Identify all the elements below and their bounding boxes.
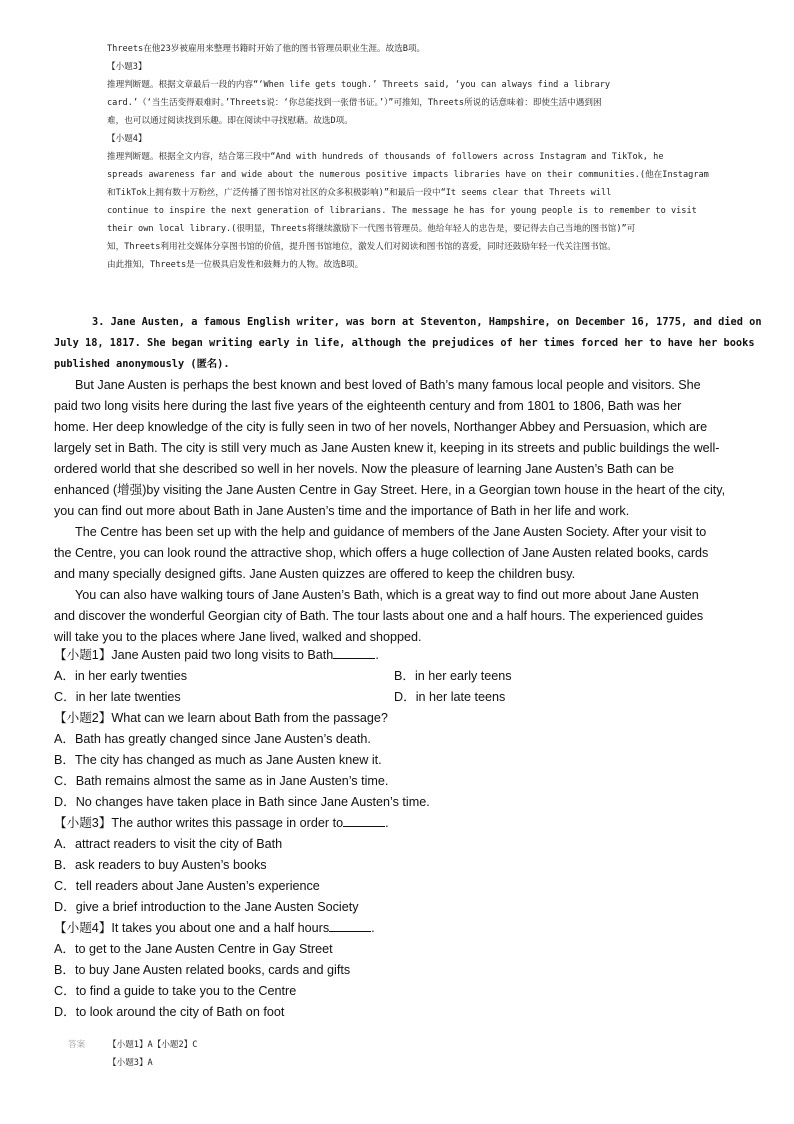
answer-line: 【小题3】A (108, 1058, 153, 1068)
explanation-line: continue to inspire the next generation of librarians. The message he has for young people is to remember to visit (107, 206, 697, 216)
question-text: 【小题4】It takes you about one and a half hours (54, 921, 330, 935)
paragraph-line: largely set in Bath. The city is still very much as Jane Austen knew it, keeping in its streets and public buildings the well- (54, 441, 720, 455)
intro-line: published anonymously (匿名). (54, 358, 230, 370)
option-c[interactable]: C．in her late twenties (54, 690, 181, 704)
answer-blank (333, 645, 375, 659)
paragraph-line: You can also have walking tours of Jane Austen’s Bath, which is a great way to find out more about Jane Austen (75, 588, 699, 602)
paragraph-line: and discover the wonderful Georgian city of Bath. The tour lasts about one and a half hours. The experienced guides (54, 609, 704, 623)
explanation-line: 【小题3】 (107, 62, 147, 72)
intro-line: 3. Jane Austen, a famous English writer, was born at Steventon, Hampshire, on December 16, 1775, and died on (92, 316, 762, 328)
option-c[interactable]: C．tell readers about Jane Austen’s experience (54, 879, 320, 893)
option-b[interactable]: B．in her early teens (394, 669, 512, 683)
option-a[interactable]: A．attract readers to visit the city of Bath (54, 837, 283, 851)
question-text: 【小题3】The author writes this passage in order to (54, 816, 344, 830)
answer-blank (343, 813, 385, 827)
paragraph-line: and many specially designed gifts. Jane Austen quizzes are offered to keep the children busy. (54, 567, 576, 581)
paragraph-line: enhanced (增强)by visiting the Jane Austen Centre in Gay Street. Here, in a Georgian town house in the heart of the city, (54, 483, 726, 497)
paragraph-line: the Centre, you can look round the attractive shop, which offers a huge collection of Jane Austen related books, cards (54, 546, 709, 560)
option-a[interactable]: A．in her early twenties (54, 669, 187, 683)
explanation-line: 推理判断题。根据全文内容，结合第三段中“And with hundreds of thousands of followers across Instagram and TikTok, he (107, 152, 664, 162)
option-b[interactable]: B．The city has changed as much as Jane Austen knew it. (54, 753, 382, 767)
option-d[interactable]: D．in her late teens (394, 690, 506, 704)
answer-section (68, 1036, 197, 1072)
answer-label: 答案 (68, 1040, 86, 1050)
passage-paragraph (54, 375, 740, 522)
question-stem (54, 813, 740, 834)
question-text: 【小题2】What can we learn about Bath from the passage? (54, 711, 388, 725)
answer-line (68, 1036, 197, 1054)
option-c[interactable]: C．Bath remains almost the same as in Jane Austen’s time. (54, 774, 389, 788)
option-row (54, 687, 740, 708)
previous-answer-explanation (107, 40, 727, 274)
explanation-line: spreads awareness far and wide about the numerous positive impacts libraries have on their communities.(他在Instagram (107, 170, 709, 180)
reading-passage (54, 312, 762, 648)
question-stem (54, 708, 740, 729)
question-stem (54, 918, 740, 939)
explanation-line: 知，Threets利用社交媒体分享图书馆的价值，提升图书馆地位，激发人们对阅读和图书馆的喜爱，同时还鼓励年轻一代关注图书馆。 (107, 242, 616, 252)
explanation-line: 和TikTok上拥有数十万粉丝，广泛传播了图书馆对社区的众多积极影响)”和最后一段中“It seems clear that Threets will (107, 188, 612, 198)
question-stem (54, 645, 740, 666)
explanation-line: 推理判断题。根据文章最后一段的内容“‘When life gets tough.’ Threets said, ‘you can always find a library (107, 80, 611, 90)
paragraph-line: paid two long visits here during the last five years of the eighteenth century and from 1801 to 1806, Bath was her (54, 399, 682, 413)
passage-paragraph (54, 522, 740, 585)
option-b[interactable]: B．ask readers to buy Austen’s books (54, 858, 267, 872)
intro-line: July 18, 1817. She began writing early in life, although the prejudices of her times forced her to have her books (54, 337, 755, 349)
option-c[interactable]: C．to find a guide to take you to the Centre (54, 984, 297, 998)
paragraph-line: you can find out more about Bath in Jane Austen’s time and the importance of Bath in her life and work. (54, 504, 630, 518)
explanation-line: 【小题4】 (107, 134, 147, 144)
paragraph-line: The Centre has been set up with the help and guidance of members of the Jane Austen Society. After your visit to (75, 525, 707, 539)
option-d[interactable]: D．to look around the city of Bath on foot (54, 1005, 285, 1019)
paragraph-line: home. Her deep knowledge of the city is fully seen in two of her novels, Northanger Abbey and Persuasion, which are (54, 420, 708, 434)
paragraph-line: will take you to the places where Jane lived, walked and shopped. (54, 630, 422, 644)
answer-values: 【小题1】A【小题2】C (108, 1040, 198, 1050)
question-text: 【小题1】Jane Austen paid two long visits to Bath (54, 648, 334, 662)
passage-paragraph (54, 585, 740, 648)
option-d[interactable]: D．No changes have taken place in Bath since Jane Austen’s time. (54, 795, 430, 809)
option-b[interactable]: B．to buy Jane Austen related books, cards and gifts (54, 963, 351, 977)
option-a[interactable]: A．to get to the Jane Austen Centre in Gay Street (54, 942, 333, 956)
option-row (54, 666, 740, 687)
option-a[interactable]: A．Bath has greatly changed since Jane Austen’s death. (54, 732, 371, 746)
passage-intro (54, 312, 762, 375)
explanation-line: their own local library.(很明显，Threets将继续激励下一代图书管理员。他给年轻人的忠告是，要记得去自己当地的图书馆)”可 (107, 224, 636, 234)
question-stem-end: . (385, 816, 389, 830)
question-list (54, 645, 740, 1023)
explanation-line: 由此推知，Threets是一位极具启发性和鼓舞力的人物。故选B项。 (107, 260, 364, 270)
explanation-line: Threets在他23岁被雇用来整理书籍时开始了他的图书管理员职业生涯。故选B项。 (107, 44, 426, 54)
paragraph-line: But Jane Austen is perhaps the best known and best loved of Bath’s many famous local people and visitors. She (75, 378, 701, 392)
answer-blank (329, 918, 371, 932)
option-d[interactable]: D．give a brief introduction to the Jane Austen Society (54, 900, 359, 914)
question-stem-end: . (375, 648, 379, 662)
explanation-line: 难，也可以通过阅读找到乐趣。即在阅读中寻找慰藉。故选D项。 (107, 116, 353, 126)
paragraph-line: ordered world that she described so well in her novels. Now the pleasure of learning Jane Austen’s Bath can be (54, 462, 675, 476)
explanation-line: card.’（‘当生活变得艰难时。’Threets说：‘你总能找到一张借书证。’）”可推知，Threets所说的话意味着：即使生活中遇到困 (107, 98, 602, 108)
question-stem-end: . (371, 921, 375, 935)
